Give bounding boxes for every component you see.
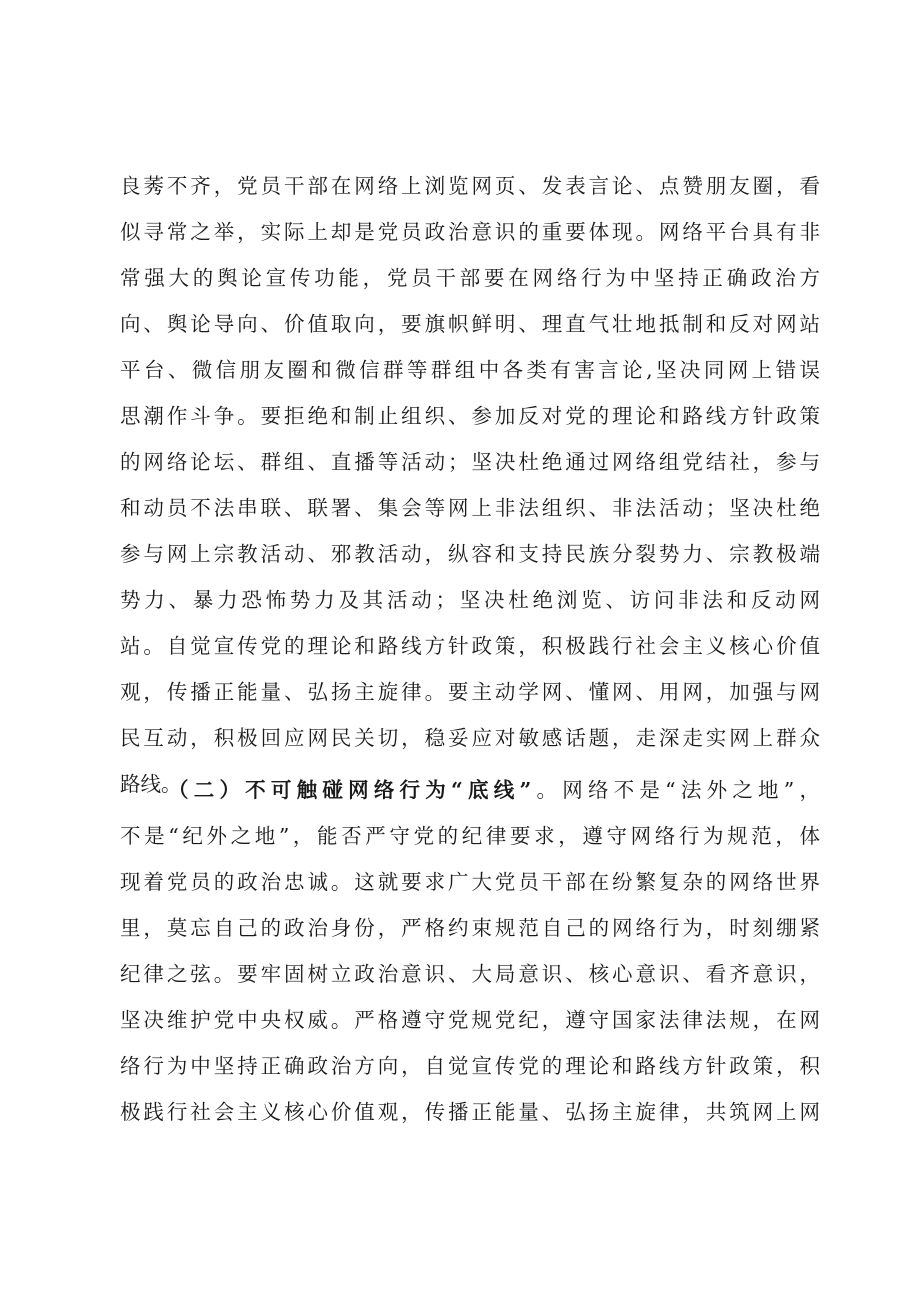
- section-heading: （二）不可触碰网络行为“底线”: [168, 778, 532, 802]
- text-line: 络行为中坚持正确政治方向，自觉宣传党的理论和路线方针政策，积: [120, 1054, 820, 1078]
- text-line: 民互动，积极回应网民关切，稳妥应对敏感话题，走深走实网上群众: [120, 726, 820, 750]
- section-first-line-text: 。网络不是“法外之地”，: [531, 778, 820, 802]
- text-line: 势力、暴力恐怖势力及其活动；坚决杜绝浏览、访问非法和反动网: [120, 588, 820, 612]
- text-line: 思潮作斗争。要拒绝和制止组织、参加反对党的理论和路线方针政策: [120, 404, 820, 428]
- text-line: 坚决维护党中央权威。严格遵守党规党纪，遵守国家法律法规，在网: [120, 1008, 820, 1032]
- text-line: 向、舆论导向、价值取向，要旗帜鲜明、理直气壮地抵制和反对网站: [120, 312, 820, 336]
- text-line: 现着党员的政治忠诚。这就要求广大党员干部在纷繁复杂的网络世界: [120, 870, 820, 894]
- text-line: 里，莫忘自己的政治身份，严格约束规范自己的网络行为，时刻绷紧: [120, 916, 820, 940]
- text-line: 路线。: [120, 772, 182, 796]
- text-line: 常强大的舆论宣传功能，党员干部要在网络行为中坚持正确政治方: [120, 266, 820, 290]
- text-line: 的网络论坛、群组、直播等活动；坚决杜绝通过网络组党结社，参与: [120, 450, 820, 474]
- section-first-line: [120, 767, 820, 813]
- text-line: 良莠不齐，党员干部在网络上浏览网页、发表言论、点赞朋友圈，看: [120, 174, 820, 198]
- text-line: 纪律之弦。要牢固树立政治意识、大局意识、核心意识、看齐意识，: [120, 962, 820, 986]
- text-line: 参与网上宗教活动、邪教活动，纵容和支持民族分裂势力、宗教极端: [120, 542, 820, 566]
- text-line: 观，传播正能量、弘扬主旋律。要主动学网、懂网、用网，加强与网: [120, 680, 820, 704]
- text-line: 平台、微信朋友圈和微信群等群组中各类有害言论,坚决同网上错误: [120, 358, 820, 382]
- text-line: 不是“纪外之地”，能否严守党的纪律要求，遵守网络行为规范，体: [120, 824, 820, 848]
- text-line: 极践行社会主义核心价值观，传播正能量、弘扬主旋律，共筑网上网: [120, 1100, 820, 1124]
- paragraph-network-behavior: [120, 163, 820, 807]
- text-line: 似寻常之举，实际上却是党员政治意识的重要体现。网络平台具有非: [120, 220, 820, 244]
- text-line: 站。自觉宣传党的理论和路线方针政策，积极践行社会主义核心价值: [120, 634, 820, 658]
- paragraph-bottom-line: [120, 767, 820, 1135]
- text-line: 和动员不法串联、联署、集会等网上非法组织、非法活动；坚决杜绝: [120, 496, 820, 520]
